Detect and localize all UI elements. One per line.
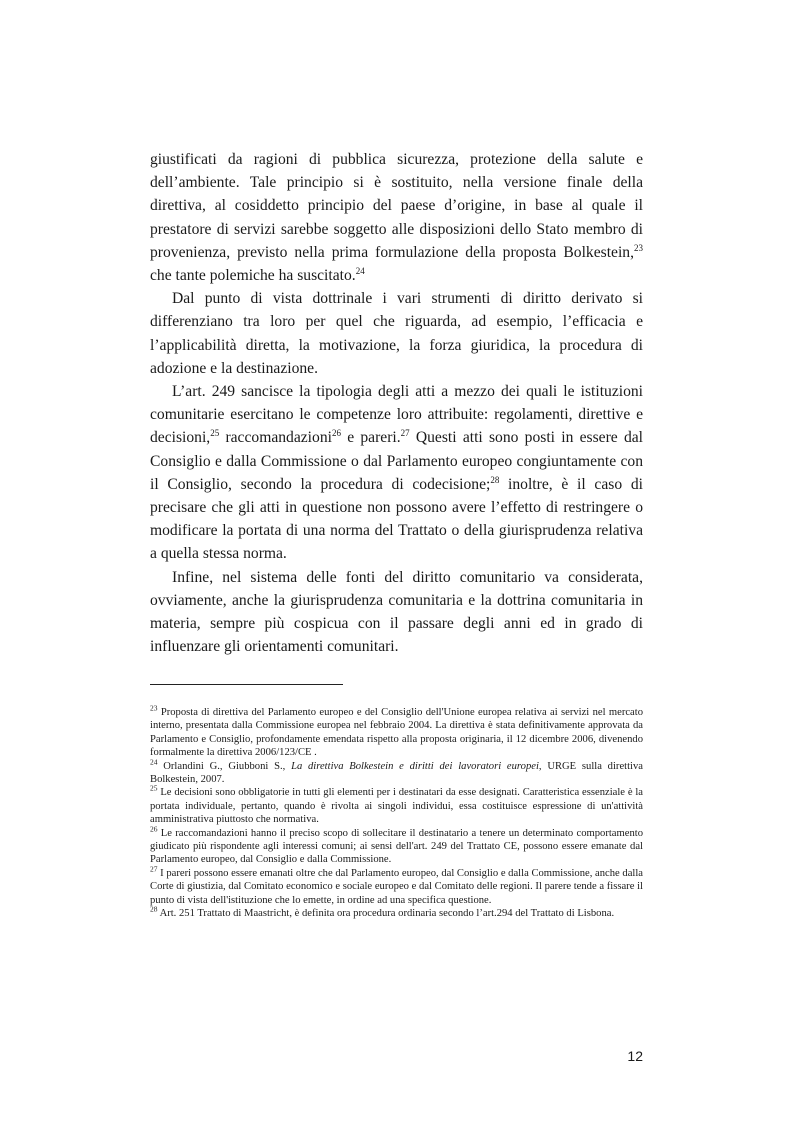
body-text [150,148,643,658]
footnote-text: Le raccomandazioni hanno il preciso scopo di sollecitare il destinatario a tenere un determinato comportamento giudicato più rispondente agli interessi comuni; ai sensi dell'art. 249 del Trattato CE, possono essere emanate dal Parlamento europeo, dal Consiglio e dalla Commissione. [150,827,643,866]
footnotes [150,703,643,921]
paragraph-3 [150,380,643,566]
footnote-cited-title: La direttiva Bolkestein e diritti dei lavoratori europei [291,760,539,772]
paragraph-3-text: L’art. 249 sancisce la tipologia degli atti a mezzo dei quali le istituzioni comunitarie esercitano le competenze loro attribuite: regolamenti, direttive e decisioni, [150,383,643,447]
footnote-28 [150,904,643,920]
footnote-text: Art. 251 Trattato di Maastricht, è definita ora procedura ordinaria secondo l’art.294 del Trattato di Lisbona. [157,908,615,920]
footnote-number: 25 [150,783,158,793]
footnote-ref-25[interactable]: 25 [210,428,220,439]
footnote-number: 26 [150,824,158,834]
footnote-number: 24 [150,757,158,767]
footnote-text: Proposta di direttiva del Parlamento europeo e del Consiglio dell'Unione europea relativa ai servizi nel mercato interno, presentata dalla Commissione europea nel febbraio 2004. La direttiva è stata definitivamente approvata da Parlamento e Consiglio, profondamente emendata rispetto alla proposta originaria, il 12 dicembre 2006, divenendo formalmente la direttiva 2006/123/CE . [150,707,643,759]
footnote-separator [150,684,343,685]
footnote-23 [150,703,643,760]
footnote-24 [150,757,643,787]
paragraph-1-text-continued: che tante polemiche ha suscitato. [150,267,356,285]
paragraph-3-text-b: raccomandazioni [219,429,332,447]
page-number: 12 [627,1048,643,1064]
paragraph-3-text-d: Questi atti sono posti in essere dal Consiglio e dalla Commissione o dal Parlamento europeo congiuntamente con il Consiglio, secondo la procedura di codecisione; [150,429,644,493]
footnote-text: I pareri possono essere emanati oltre che dal Parlamento europeo, dal Consiglio e dalla Commissione, anche dalla Corte di giustizia, dal Comitato economico e sociale europeo e dal Comitato delle regioni. Il parere tende a fissare il punto di vista dell'istituzione che lo emette, in ordine ad una specifica questione. [150,867,643,906]
footnote-number: 23 [150,703,158,713]
footnote-ref-27[interactable]: 27 [400,428,410,439]
footnote-text: Le decisioni sono obbligatorie in tutti gli elementi per i destinatari da esse designati. Caratteristica essenziale è la portata individuale, pertanto, quando è rivolta ai singoli individui, essa costituisce espressione di un'attività amministrativa piuttosto che normativa. [150,787,643,826]
footnote-ref-23[interactable]: 23 [634,242,643,253]
footnote-27 [150,864,643,907]
paragraph-2: Dal punto di vista dottrinale i vari strumenti di diritto derivato si differenziano tra loro per quel che riguarda, ad esempio, l’efficacia e l’applicabilità diretta, la motivazione, la forza giuridica, la procedura di adozione e la destinazione. [150,290,643,377]
paragraph-3-text-c: e pareri. [340,429,401,447]
paragraph-4: Infine, nel sistema delle fonti del diritto comunitario va considerata, ovviamente, anche la giurisprudenza comunitaria e la dottrina comunitaria in materia, sempre più cospicua con il passare degli anni ed in grado di influenzare gli orientamenti comunitari. [150,568,643,656]
footnote-ref-24[interactable]: 24 [355,265,365,276]
paragraph-3-text-e: inoltre, è il caso di precisare che gli atti in questione non possono avere l’effetto di restringere o modificare la portata di una norma del Trattato o della giurisprudenza relativa a quella stessa norma. [150,475,643,563]
footnote-number: 28 [150,904,158,914]
footnote-number: 27 [150,864,158,874]
paragraph-1-text: giustificati da ragioni di pubblica sicurezza, protezione della salute e dell’ambiente. Tale principio si è sostituito, nella versione finale della direttiva, al cosiddetto principio del paese d’origine, in base al quale il prestatore di servizi sarebbe soggetto alle disposizioni dello Stato membro di provenienza, previsto nella prima formulazione della proposta Bolkestein, [150,151,643,261]
footnote-text-continued: , URGE sulla direttiva Bolkestein, 2007. [150,760,643,786]
footnote-ref-26[interactable]: 26 [331,428,341,439]
paragraph-1 [150,148,643,287]
footnote-text: Orlandini G., Giubboni S., [157,760,292,772]
footnote-26 [150,824,643,867]
footnote-25 [150,783,643,826]
footnote-ref-28[interactable]: 28 [490,474,500,485]
